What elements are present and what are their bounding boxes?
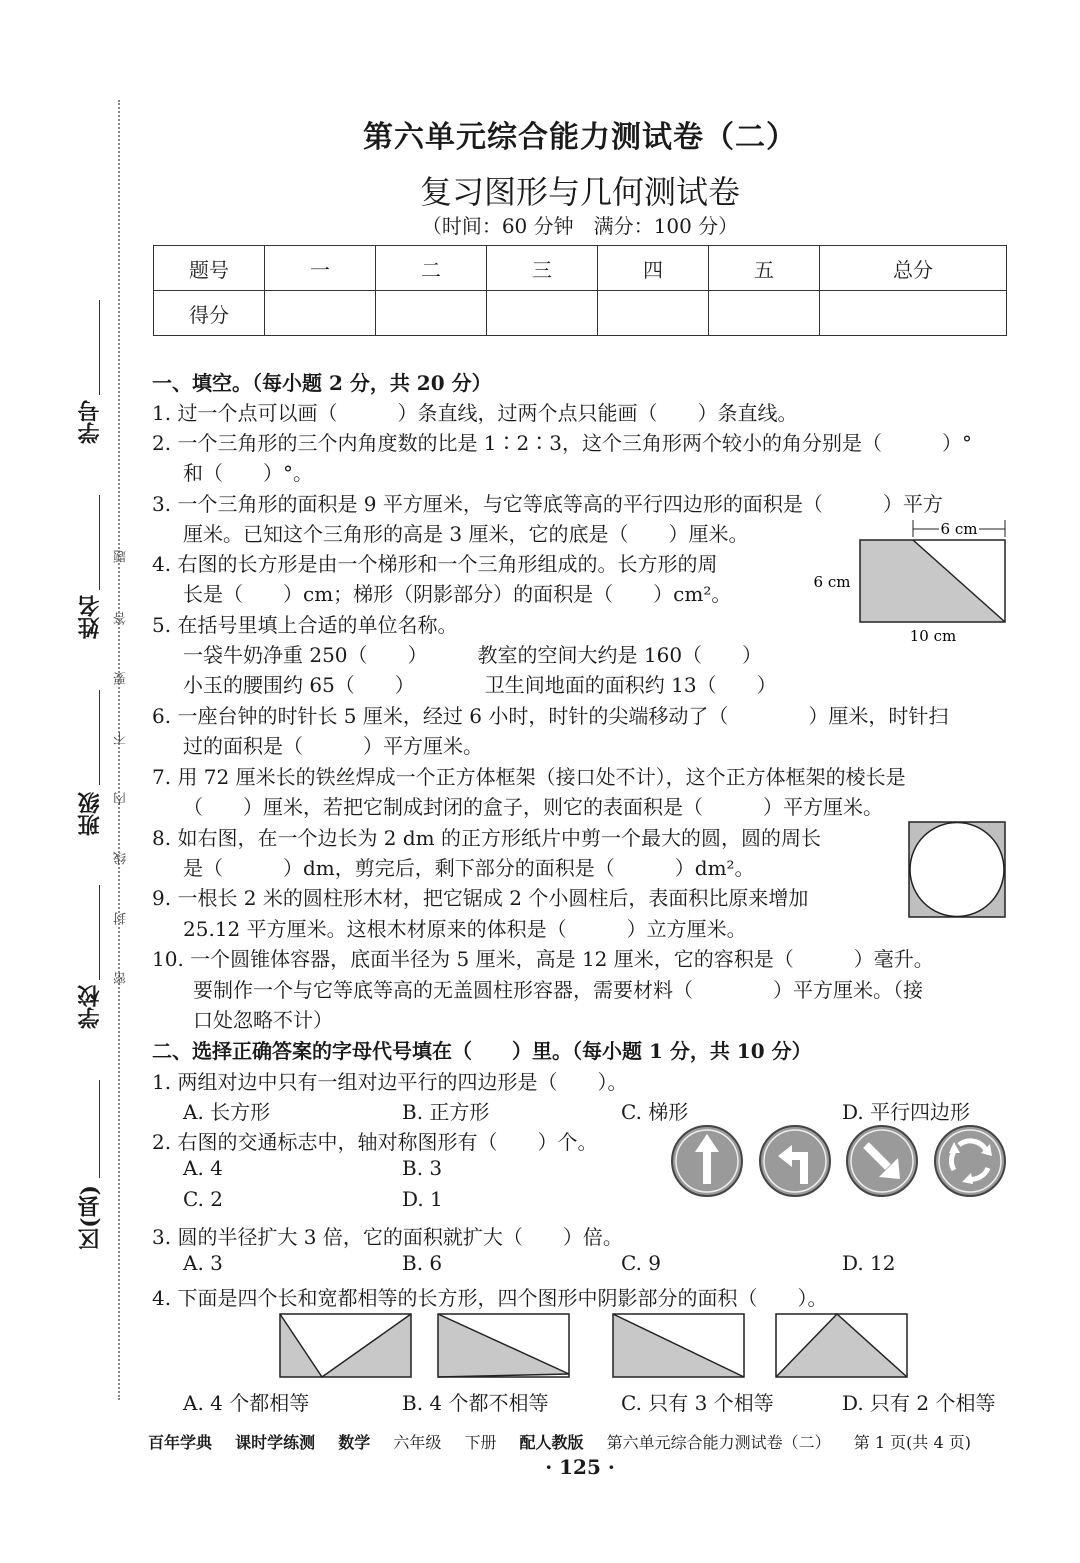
margin-blank-student-id[interactable] xyxy=(99,300,100,395)
rectangle-trapezoid-figure xyxy=(805,515,1015,650)
option-d[interactable]: D. 12 xyxy=(842,1251,896,1275)
margin-label-class: 班级 xyxy=(77,792,103,836)
option-a[interactable]: A. 4 个都相等 xyxy=(183,1391,310,1415)
rectangle-figure-c xyxy=(613,1314,744,1377)
seal-char: 题 xyxy=(114,550,129,563)
question-line: 25.12 平方厘米。这根木材原来的体积是（ ）立方厘米。 xyxy=(183,917,747,941)
page-subtitle: 复习图形与几何测试卷 xyxy=(419,173,740,211)
rectangle-figure-d xyxy=(776,1314,907,1377)
option-b[interactable]: B. 4 个都不相等 xyxy=(402,1391,549,1415)
question-stem: 1. 两组对边中只有一组对边平行的四边形是（ ）。 xyxy=(152,1070,628,1094)
option-a[interactable]: A. 4 xyxy=(183,1156,223,1180)
score-header-cell: 总分 xyxy=(820,246,1007,291)
page-footer xyxy=(148,1430,989,1453)
section1-heading: 一、填空。（每小题 2 分，共 20 分） xyxy=(152,371,492,395)
option-c[interactable]: C. 2 xyxy=(183,1187,224,1211)
question-line: 7. 用 72 厘米长的铁丝焊成一个正方体框架（接口处不计），这个正方体框架的棱长是 xyxy=(152,765,906,789)
margin-label-district: 区(县) xyxy=(77,1185,103,1250)
page-number: · 125 · xyxy=(545,1455,615,1479)
rectangle-figure-a xyxy=(280,1314,411,1377)
sign-arrow-up-icon xyxy=(672,1126,742,1196)
score-cell[interactable] xyxy=(709,291,820,336)
four-rectangles-figure xyxy=(278,1312,912,1380)
option-c[interactable]: C. 梯形 xyxy=(621,1100,689,1124)
circle-in-square-figure xyxy=(908,821,1008,919)
score-cell[interactable] xyxy=(598,291,709,336)
score-row-label: 得分 xyxy=(154,291,265,336)
option-b[interactable]: B. 6 xyxy=(402,1251,443,1275)
score-header-cell: 五 xyxy=(709,246,820,291)
seal-char: 封 xyxy=(114,912,129,925)
sign-roundabout-icon xyxy=(935,1126,1005,1196)
seal-char: 不 xyxy=(114,732,129,745)
question-line: 1. 过一个点可以画（ ）条直线，过两个点只能画（ ）条直线。 xyxy=(152,401,798,425)
question-line: 厘米。已知这个三角形的高是 3 厘米，它的底是（ ）厘米。 xyxy=(183,522,749,546)
page-title: 第六单元综合能力测试卷（二） xyxy=(363,120,797,155)
score-header-cell: 二 xyxy=(376,246,487,291)
score-cell[interactable] xyxy=(376,291,487,336)
margin-label-name: 姓名 xyxy=(77,595,103,639)
score-header-cell: 四 xyxy=(598,246,709,291)
score-header-cell: 题号 xyxy=(154,246,265,291)
footer-edition: 配人教版 xyxy=(519,1433,584,1452)
question-line: 3. 一个三角形的面积是 9 平方厘米，与它等底等高的平行四边形的面积是（ ）平方 xyxy=(152,492,943,516)
question-stem: 2. 右图的交通标志中，轴对称图形有（ ）个。 xyxy=(152,1130,598,1154)
margin-label-school: 学校 xyxy=(77,985,103,1029)
label-top: 6 cm xyxy=(940,520,978,538)
footer-test-name: 第六单元综合能力测试卷（二） xyxy=(606,1433,831,1452)
margin-blank-district[interactable] xyxy=(99,1080,100,1178)
question-line: 过的面积是（ ）平方厘米。 xyxy=(183,734,483,758)
option-a[interactable]: A. 长方形 xyxy=(183,1100,271,1124)
question-line: 要制作一个与它等底等高的无盖圆柱形容器，需要材料（ ）平方厘米。（接 xyxy=(193,978,923,1002)
seal-char: 内 xyxy=(114,792,129,805)
option-d[interactable]: D. 只有 2 个相等 xyxy=(842,1391,996,1415)
question-stem: 3. 圆的半径扩大 3 倍，它的面积就扩大（ ）倍。 xyxy=(152,1225,623,1249)
score-header-cell: 一 xyxy=(265,246,376,291)
question-line: （ ）厘米，若把它制成封闭的盒子，则它的表面积是（ ）平方厘米。 xyxy=(183,795,883,819)
trapezoid-shade xyxy=(860,540,1005,622)
question-line: 是（ ）dm，剪完后，剩下部分的面积是（ ）dm²。 xyxy=(183,856,755,880)
margin-blank-class[interactable] xyxy=(99,690,100,785)
binding-dotted-line xyxy=(118,100,120,1400)
option-a[interactable]: A. 3 xyxy=(183,1251,223,1275)
question-line: 10. 一个圆锥体容器，底面半径为 5 厘米，高是 12 厘米，它的容积是（ ）毫升。 xyxy=(152,947,934,971)
rectangle-figure-b xyxy=(438,1314,569,1377)
option-b[interactable]: B. 正方形 xyxy=(402,1100,490,1124)
question-line: 和（ ）°。 xyxy=(183,461,313,485)
question-line: 6. 一座台钟的时针长 5 厘米，经过 6 小时，时针的尖端移动了（ ）厘米，时针扫 xyxy=(152,704,949,728)
score-header-cell: 三 xyxy=(487,246,598,291)
score-cell[interactable] xyxy=(820,291,1007,336)
question-line: 8. 如右图，在一个边长为 2 dm 的正方形纸片中剪一个最大的圆，圆的周长 xyxy=(152,826,822,850)
score-table xyxy=(153,245,1007,336)
footer-series: 课时学练测 xyxy=(235,1433,316,1452)
label-bottom: 10 cm xyxy=(909,627,957,645)
footer-volume: 下册 xyxy=(464,1433,497,1452)
circle xyxy=(910,823,1004,917)
sign-turn-left-icon xyxy=(760,1126,830,1196)
label-left: 6 cm xyxy=(813,573,851,591)
question-line: 4. 右图的长方形是由一个梯形和一个三角形组成的。长方形的周 xyxy=(152,552,718,576)
seal-char: 答 xyxy=(114,612,129,625)
option-c[interactable]: C. 只有 3 个相等 xyxy=(621,1391,774,1415)
question-line: 5. 在括号里填上合适的单位名称。 xyxy=(152,613,458,637)
question-line: 2. 一个三角形的三个内角度数的比是 1∶2∶3，这个三角形两个较小的角分别是（ ）° xyxy=(152,431,972,455)
option-c[interactable]: C. 9 xyxy=(621,1251,662,1275)
question-stem: 4. 下面是四个长和宽都相等的长方形，四个图形中阴影部分的面积（ ）。 xyxy=(152,1286,828,1310)
time-info: （时间：60 分钟 满分：100 分） xyxy=(421,214,739,238)
margin-blank-school[interactable] xyxy=(99,885,100,980)
section2-heading: 二、选择正确答案的字母代号填在（ ）里。（每小题 1 分，共 10 分） xyxy=(152,1039,812,1063)
question-line: 一袋牛奶净重 250（ ） 教室的空间大约是 160（ ） xyxy=(183,643,763,667)
traffic-signs xyxy=(670,1120,1010,1206)
option-b[interactable]: B. 3 xyxy=(402,1156,443,1180)
score-cell[interactable] xyxy=(265,291,376,336)
score-cell[interactable] xyxy=(487,291,598,336)
question-line: 小玉的腰围约 65（ ） 卫生间地面的面积约 13（ ） xyxy=(183,673,777,697)
footer-subject: 数学 xyxy=(338,1433,371,1452)
question-line: 口处忽略不计） xyxy=(193,1008,333,1032)
seal-char: 线 xyxy=(114,852,129,865)
margin-blank-name[interactable] xyxy=(99,495,100,590)
footer-brand: 百年学典 xyxy=(148,1433,213,1452)
footer-page-info: 第 1 页(共 4 页) xyxy=(853,1433,971,1452)
seal-char: 要 xyxy=(114,672,129,685)
question-line: 9. 一根长 2 米的圆柱形木材，把它锯成 2 个小圆柱后，表面积比原来增加 xyxy=(152,886,809,910)
margin-label-student-id: 学号 xyxy=(77,400,103,444)
footer-grade: 六年级 xyxy=(393,1433,442,1452)
seal-char: 密 xyxy=(114,972,129,985)
option-d[interactable]: D. 1 xyxy=(402,1187,443,1211)
option-d[interactable]: D. 平行四边形 xyxy=(842,1100,971,1124)
sign-diagonal-arrow-icon xyxy=(847,1126,917,1196)
question-line: 长是（ ）cm；梯形（阴影部分）的面积是（ ）cm²。 xyxy=(183,582,732,606)
